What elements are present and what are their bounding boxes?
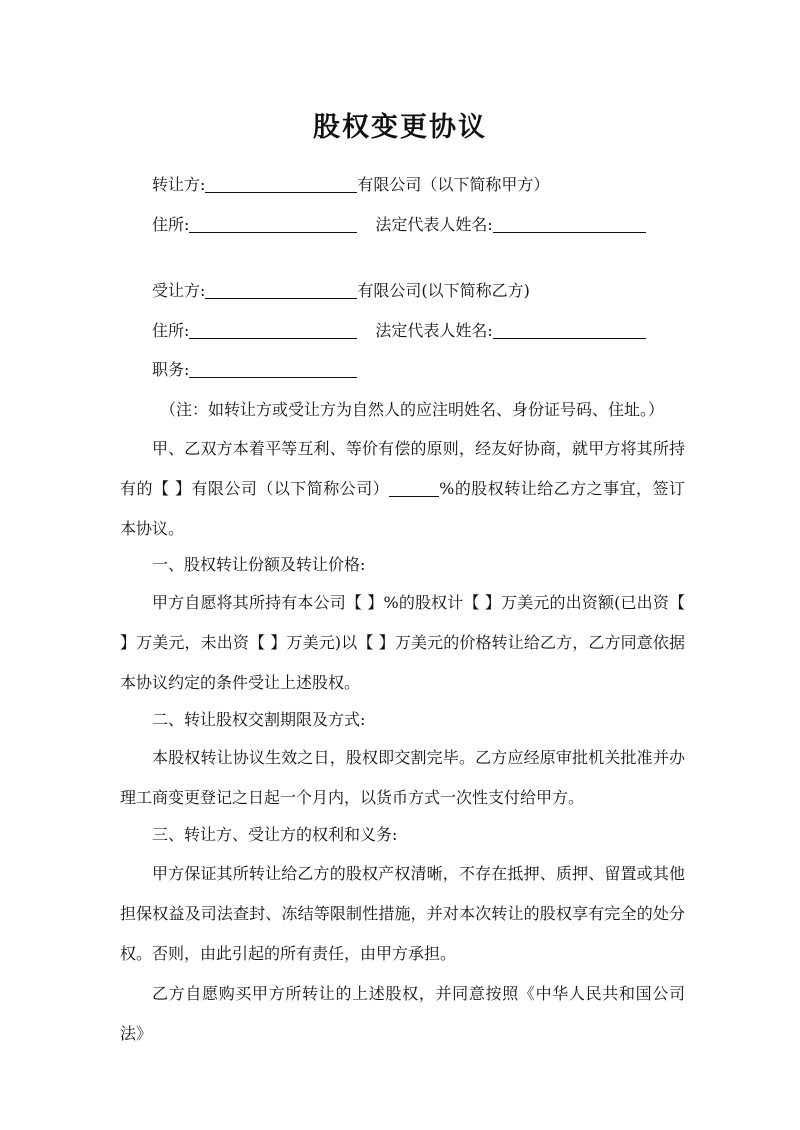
transferor-suffix: 有限公司（以下简称甲方） <box>357 175 550 194</box>
position-line <box>152 360 357 380</box>
percentage-blank <box>389 480 439 497</box>
position-blank <box>189 361 357 378</box>
transferor-rep-blank <box>493 216 646 233</box>
section1-heading: 一、股权转让份额及转让价格: <box>152 555 366 574</box>
section3-body1: 甲方保证其所转让给乙方的股权产权清晰，不存在抵押、质押、留置或其他担保权益及司法查封、冻结等限制性措施，并对本次转让的股权享有完全的处分权。否则，由此引起的所有责任，由甲方承担。 <box>120 864 685 963</box>
intro-text-part1: 甲、乙双方本着平等互利、等价有偿的原则，经友好协商，就甲方将其所持有的【 】有限公司（以下简称公司） <box>120 439 685 498</box>
transferee-rep-blank <box>493 322 646 339</box>
note-line: （注：如转让方或受让方为自然人的应注明姓名、身份证号码、住址。） <box>160 400 665 419</box>
intro-paragraph <box>120 429 685 549</box>
section2-heading: 二、转让股权交割期限及方式: <box>152 710 366 729</box>
transferee-address-blank <box>189 322 357 339</box>
section3-body2: 乙方自愿购买甲方所转让的上述股权，并同意按照《中华人民共和国公司法》 <box>120 984 685 1043</box>
transferee-label: 受让方: <box>152 281 206 300</box>
document-title: 股权变更协议 <box>313 112 487 143</box>
transferor-name-blank <box>205 176 357 193</box>
transferee-address-line <box>152 321 646 341</box>
transferee-suffix: 有限公司(以下简称乙方) <box>357 281 530 300</box>
transferor-label: 转让方: <box>152 175 206 194</box>
transferor-address-blank <box>189 216 357 233</box>
transferee-rep-label: 法定代表人姓名: <box>375 321 493 340</box>
transferee-name-blank <box>205 282 357 299</box>
transferee-address-label: 住所: <box>152 321 190 340</box>
position-label: 职务: <box>152 360 190 379</box>
section3-heading: 三、转让方、受让方的权利和义务: <box>152 825 398 844</box>
intro-text-part2: %的股权转让给乙方之事宜，签订本协议。 <box>120 479 685 538</box>
transferor-address-line <box>152 215 646 235</box>
transferor-line <box>152 175 549 195</box>
transferee-line <box>152 281 530 301</box>
section2-body: 本股权转让协议生效之日，股权即交割完毕。乙方应经原审批机关批准并办理工商变更登记之日起一个月内，以货币方式一次性支付给甲方。 <box>120 748 685 807</box>
transferor-rep-label: 法定代表人姓名: <box>375 215 493 234</box>
transferor-address-label: 住所: <box>152 215 190 234</box>
section1-body: 甲方自愿将其所持有本公司【 】%的股权计【 】万美元的出资额(已出资【 】万美元，未出资【 】万美元)以【 】万美元的价格转让给乙方，乙方同意依据本协议约定的条件受让上述股权。 <box>120 593 685 692</box>
